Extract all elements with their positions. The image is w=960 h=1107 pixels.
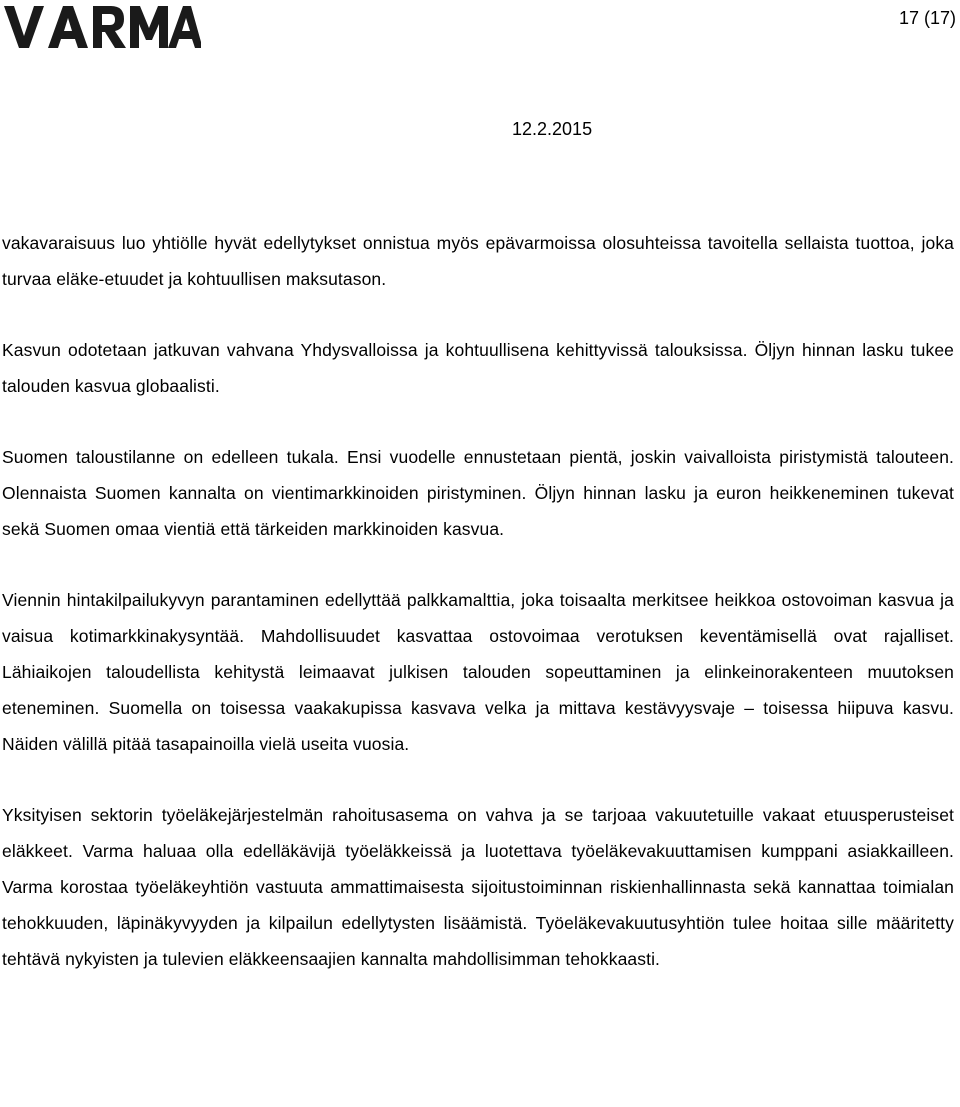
logo-letter-v xyxy=(4,6,44,48)
body-text xyxy=(2,225,954,977)
paragraph-global-growth: Kasvun odotetaan jatkuvan vahvana Yhdysvalloissa ja kohtuullisena kehittyvissä talouksissa. Öljyn hinnan lasku tukee talouden kasvua globaalisti. xyxy=(2,340,954,396)
logo-letter-a2 xyxy=(168,6,201,48)
logo-letter-m xyxy=(130,6,168,48)
varma-logo xyxy=(2,2,202,50)
document-date: 12.2.2015 xyxy=(512,119,593,139)
page-number: 17 (17) xyxy=(898,8,956,28)
paragraph-finland-economy: Suomen taloustilanne on edelleen tukala. Ensi vuodelle ennustetaan pientä, joskin vaivalloista piristymistä talouteen. Olennaista Suomen kannalta on vientimarkkinoiden piristyminen. Öljyn hinnan lasku ja euron heikkeneminen tukevat sekä Suomen omaa vientiä että tärkeiden markkinoiden kasvua. xyxy=(2,447,954,539)
paragraph-pension-system: Yksityisen sektorin työeläkejärjestelmän rahoitusasema on vahva ja se tarjoaa vakuutetuille vakaat etuusperusteiset eläkkeet. Varma haluaa olla edelläkävijä työeläkkeissä ja luotettava työeläkevakuuttamisen kumppani asiakkailleen. Varma korostaa työeläkeyhtiön vastuuta ammattimaisesta sijoitustoiminnan riskienhallinnasta sekä kannattaa toimialan tehokkuuden, läpinäkyvyyden ja kilpailun edellytysten lisäämistä. Työeläkevakuutusyhtiön tulee hoitaa sille määritetty tehtävä nykyisten ja tulevien eläkkeensaajien kannalta mahdollisimman tehokkaasti. xyxy=(2,805,954,969)
paragraph-solvency: vakavaraisuus luo yhtiölle hyvät edellytykset onnistua myös epävarmoissa olosuhteissa tavoitella sellaista tuottoa, joka turvaa eläke-etuudet ja kohtuullisen maksutason. xyxy=(2,233,954,289)
logo-letter-a xyxy=(48,6,88,48)
paragraph-competitiveness: Viennin hintakilpailukyvyn parantaminen edellyttää palkkamalttia, joka toisaalta merkitsee heikkoa ostovoiman kasvua ja vaisua kotimarkkinakysyntää. Mahdollisuudet kasvattaa ostovoimaa verotuksen keventämisellä ovat rajalliset. Lähiaikojen taloudellista kehitystä leimaavat julkisen talouden sopeuttaminen ja elinkeinorakenteen muutoksen eteneminen. Suomella on toisessa vaakakupissa kasvava velka ja mittava kestävyysvaje – toisessa hiipuva kasvu. Näiden välillä pitää tasapainoilla vielä useita vuosia. xyxy=(2,590,954,754)
logo-letter-r xyxy=(93,6,126,48)
